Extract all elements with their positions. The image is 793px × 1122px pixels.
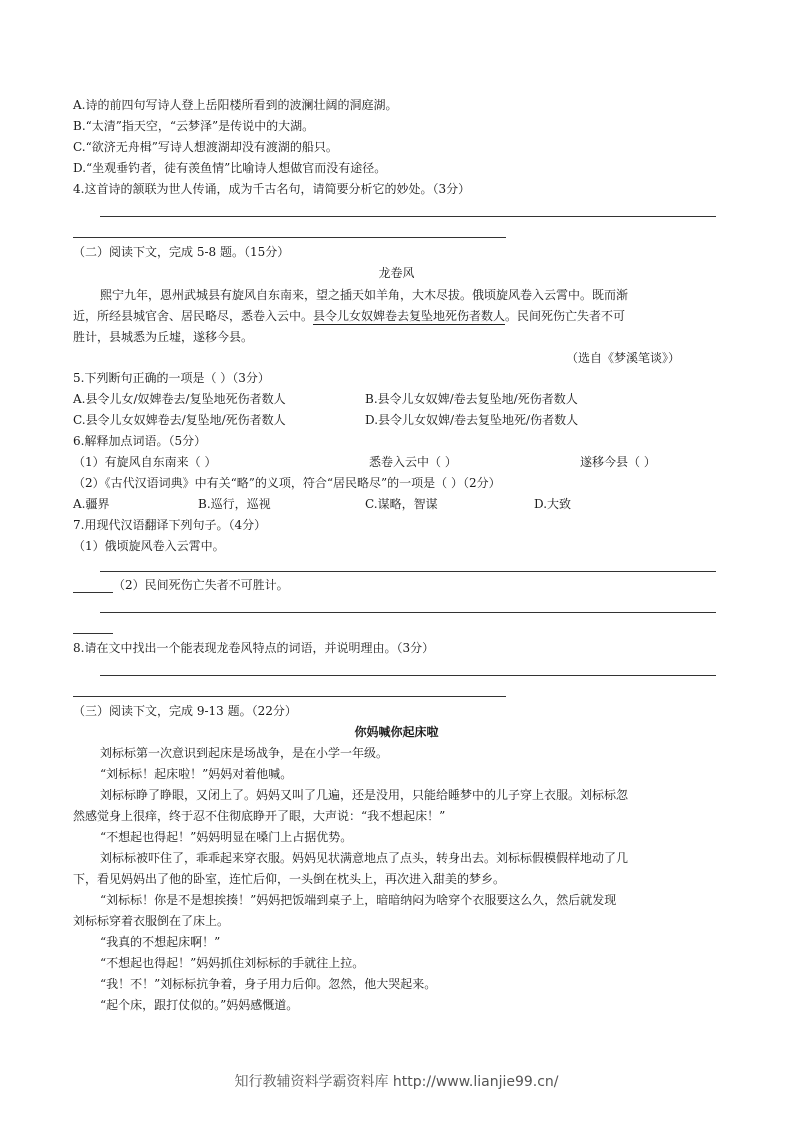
q7-sentence-2: （2）民间死伤亡失者不可胜计。 (113, 578, 289, 592)
q3-option-a: A.诗的前四句写诗人登上岳阳楼所看到的波澜壮阔的洞庭湖。 (73, 98, 398, 112)
q7-stem: 7.用现代汉语翻译下列句子。（4分） (73, 518, 267, 532)
story-line: “起个床，跟打仗似的。”妈妈感慨道。 (100, 998, 299, 1012)
q6-stem: 6.解释加点词语。（5分） (73, 434, 207, 448)
story-line: “不想起也得起！”妈妈明显在嗓门上占据优势。 (100, 830, 353, 844)
passage-source: （选自《梦溪笔谈》） (566, 351, 681, 365)
underlined-sentence: 县令儿女奴婢卷去复坠地死伤者数人 (313, 309, 506, 323)
story-line: “我真的不想起床啊！” (100, 935, 221, 949)
q6-option-d: D.大致 (534, 497, 572, 511)
q3-option-b: B.“太清”指天空，“云梦泽”是传说中的大湖。 (73, 119, 315, 133)
q8-stem: 8.请在文中找出一个能表现龙卷风特点的词语，并说明理由。（3分） (73, 641, 435, 655)
q6-sub-2: （2）《古代汉语词典》中有关“略”的义项，符合“居民略尽”的一项是（ ）（2分） (73, 476, 501, 490)
q5-option-b: B.县令儿女奴婢/卷去复坠地/死伤者数人 (365, 392, 578, 406)
answer-line (73, 592, 113, 593)
section3-title: 你妈喊你起床啦 (354, 725, 439, 739)
q6-item-3: 遂移今县（ ） (580, 455, 656, 469)
q6-option-a: A.疆界 (73, 497, 110, 511)
section3-header: （三）阅读下文，完成 9-13 题。（22分） (73, 704, 297, 718)
answer-line (100, 612, 716, 613)
section2-header: （二）阅读下文，完成 5-8 题。（15分） (73, 245, 290, 259)
story-line: 刘标标被吓住了，乖乖起来穿衣服。妈妈见状满意地点了点头，转身出去。刘标标假模假样地动了几 (100, 851, 629, 865)
q4-stem: 4.这首诗的颔联为世人传诵，成为千古名句，请简要分析它的妙处。（3分） (73, 182, 471, 196)
q5-stem: 5.下列断句正确的一项是（ ）（3分） (73, 371, 270, 385)
passage-line: 近，所经县城官舍、居民略尽，悉卷入云中。县令儿女奴婢卷去复坠地死伤者数人。民间死伤亡失者不可 (73, 309, 626, 323)
story-line: 下，看见妈妈出了他的卧室，连忙后仰，一头倒在枕头上，再次进入甜美的梦乡。 (73, 872, 506, 886)
story-line: 然感觉身上很痒，终于忍不住彻底睁开了眼，大声说：“我不想起床！” (73, 809, 446, 823)
answer-line (73, 696, 506, 697)
story-line: “刘标标！起床啦！”妈妈对着他喊。 (100, 767, 293, 781)
q6-item-1: （1）有旋风自东南来（ ） (73, 455, 217, 469)
answer-line (73, 237, 506, 238)
story-line: “不想起也得起！”妈妈抓住刘标标的手就往上拉。 (100, 956, 365, 970)
q6-option-c: C.谋略，智谋 (365, 497, 438, 511)
q5-option-c: C.县令儿女奴婢卷去/复坠地/死伤者数人 (73, 413, 286, 427)
story-line: 刘标标睁了睁眼，又闭上了。妈妈又叫了几遍，还是没用，只能给睡梦中的儿子穿上衣服。刘标标忽 (100, 788, 629, 802)
q3-option-c: C.“欲济无舟楫”写诗人想渡湖却没有渡湖的船只。 (73, 140, 338, 154)
q6-item-2: 悉卷入云中（ ） (369, 455, 457, 469)
answer-line (100, 675, 716, 676)
story-line: 刘标标第一次意识到起床是场战争，是在小学一年级。 (100, 746, 389, 760)
passage-line: 胜计，县城悉为丘墟，遂移今县。 (73, 330, 254, 344)
q7-sentence-1: （1）俄顷旋风卷入云霄中。 (73, 539, 225, 553)
story-line: “刘标标！你是不是想挨揍！”妈妈把饭端到桌子上，暗暗纳闷为啥穿个衣服要这么久，然后就发现 (100, 893, 617, 907)
footer-watermark: 知行教辅资料学霸资料库 http://www.lianjie99.cn/ (234, 1074, 559, 1090)
q3-option-d: D.“坐观垂钓者，徒有羡鱼情”比喻诗人想做官而没有途径。 (73, 161, 387, 175)
answer-line (100, 216, 716, 217)
section2-title: 龙卷风 (378, 266, 415, 280)
answer-line (73, 633, 113, 634)
passage-line: 熙宁九年，恩州武城县有旋风自东南来，望之插天如羊角，大木尽拔。俄顷旋风卷入云霄中。既而渐 (100, 288, 629, 302)
story-line: 刘标标穿着衣服倒在了床上。 (73, 914, 230, 928)
q5-option-d: D.县令儿女奴婢/卷去复坠地死/伤者数人 (365, 413, 579, 427)
q5-option-a: A.县令儿女/奴婢卷去/复坠地死伤者数人 (73, 392, 286, 406)
answer-line (100, 571, 716, 572)
story-line: “我！不！”刘标标抗争着，身子用力后仰。忽然，他大哭起来。 (100, 977, 437, 991)
q6-option-b: B.巡行，巡视 (198, 497, 271, 511)
